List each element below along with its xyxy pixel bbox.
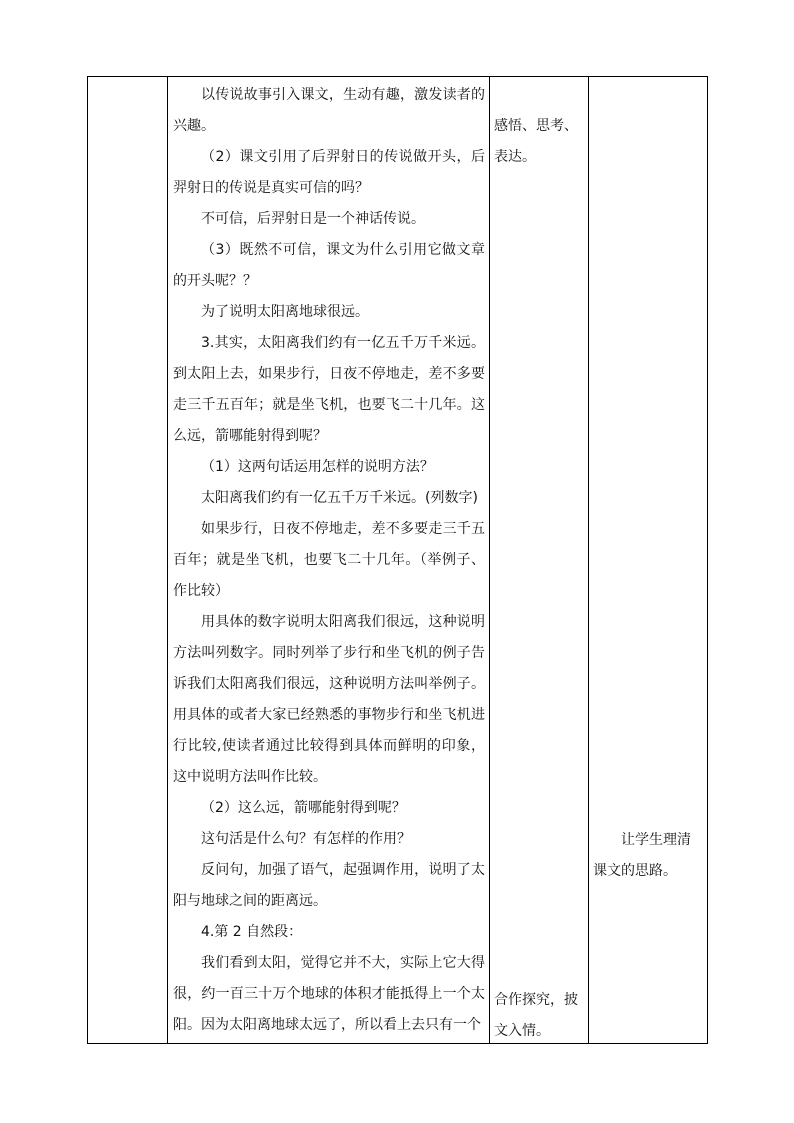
- paragraph: 如果步行，日夜不停地走，差不多要走三千五百年；就是坐飞机，也要飞二十几年。（举例子、作比较）: [173, 521, 485, 599]
- paragraph: 反问句，加强了语气，起强调作用，说明了太阳与地球之间的距离远。: [173, 862, 485, 909]
- paragraph: （2）这么远，箭哪能射得到呢？: [201, 800, 406, 816]
- activity-line: 感悟、思考、: [494, 118, 578, 134]
- blank-cell: [88, 77, 168, 1044]
- paragraph: （1）这两句话运用怎样的说明方法？: [201, 459, 434, 475]
- design-intent-text: 让学生理清课文的思路。: [593, 832, 691, 879]
- teaching-content: [168, 77, 489, 1041]
- paragraph: 太阳离我们约有一亿五千万千米远。(列数字): [201, 490, 478, 506]
- activity-line: 文入情。: [494, 1023, 550, 1039]
- activity-line: 表达。: [494, 149, 536, 165]
- design-intent: [589, 825, 707, 887]
- student-activity-1: [490, 111, 588, 173]
- lesson-plan-table: [87, 76, 708, 1044]
- paragraph: 4.第 2 自然段：: [201, 924, 303, 940]
- activity-line: 合作探究，披: [494, 992, 578, 1008]
- paragraph: 我们看到太阳，觉得它并不大，实际上它大得很，约一百三十万个地球的体积才能抵得上一个太阳。因为太阳离地球太远了，所以看上去只有一个: [173, 955, 485, 1033]
- table-row: [88, 77, 708, 1044]
- paragraph: （2）课文引用了后羿射日的传说做开头，后羿射日的传说是真实可信的吗？: [173, 149, 485, 196]
- student-activity-cell: [490, 77, 589, 1044]
- design-intent-cell: [589, 77, 708, 1044]
- paragraph: （3）既然不可信，课文为什么引用它做文章的开头呢？？: [173, 242, 485, 289]
- paragraph: 为了说明太阳离地球很远。: [201, 304, 369, 320]
- paragraph: 用具体的数字说明太阳离我们很远，这种说明方法叫列数字。同时列举了步行和坐飞机的例子告诉我们太阳离我们很远，这种说明方法叫举例子。用具体的或者大家已经熟悉的事物步行和坐飞机进行比较,使读者通过比较得到具体而鲜明的印象，这中说明方法叫作比较。: [173, 614, 485, 785]
- paragraph: 这句活是什么句？有怎样的作用？: [201, 831, 411, 847]
- paragraph: 以传说故事引入课文，生动有趣，激发读者的兴趣。: [173, 87, 485, 134]
- paragraph: 3.其实，太阳离我们约有一亿五千万千米远。到太阳上去，如果步行，日夜不停地走，差不多要走三千五百年；就是坐飞机，也要飞二十几年。这么远，箭哪能射得到呢？: [173, 335, 485, 444]
- teaching-process-cell: [168, 77, 490, 1044]
- student-activity-2: [490, 985, 588, 1044]
- paragraph: 不可信，后羿射日是一个神话传说。: [201, 211, 425, 227]
